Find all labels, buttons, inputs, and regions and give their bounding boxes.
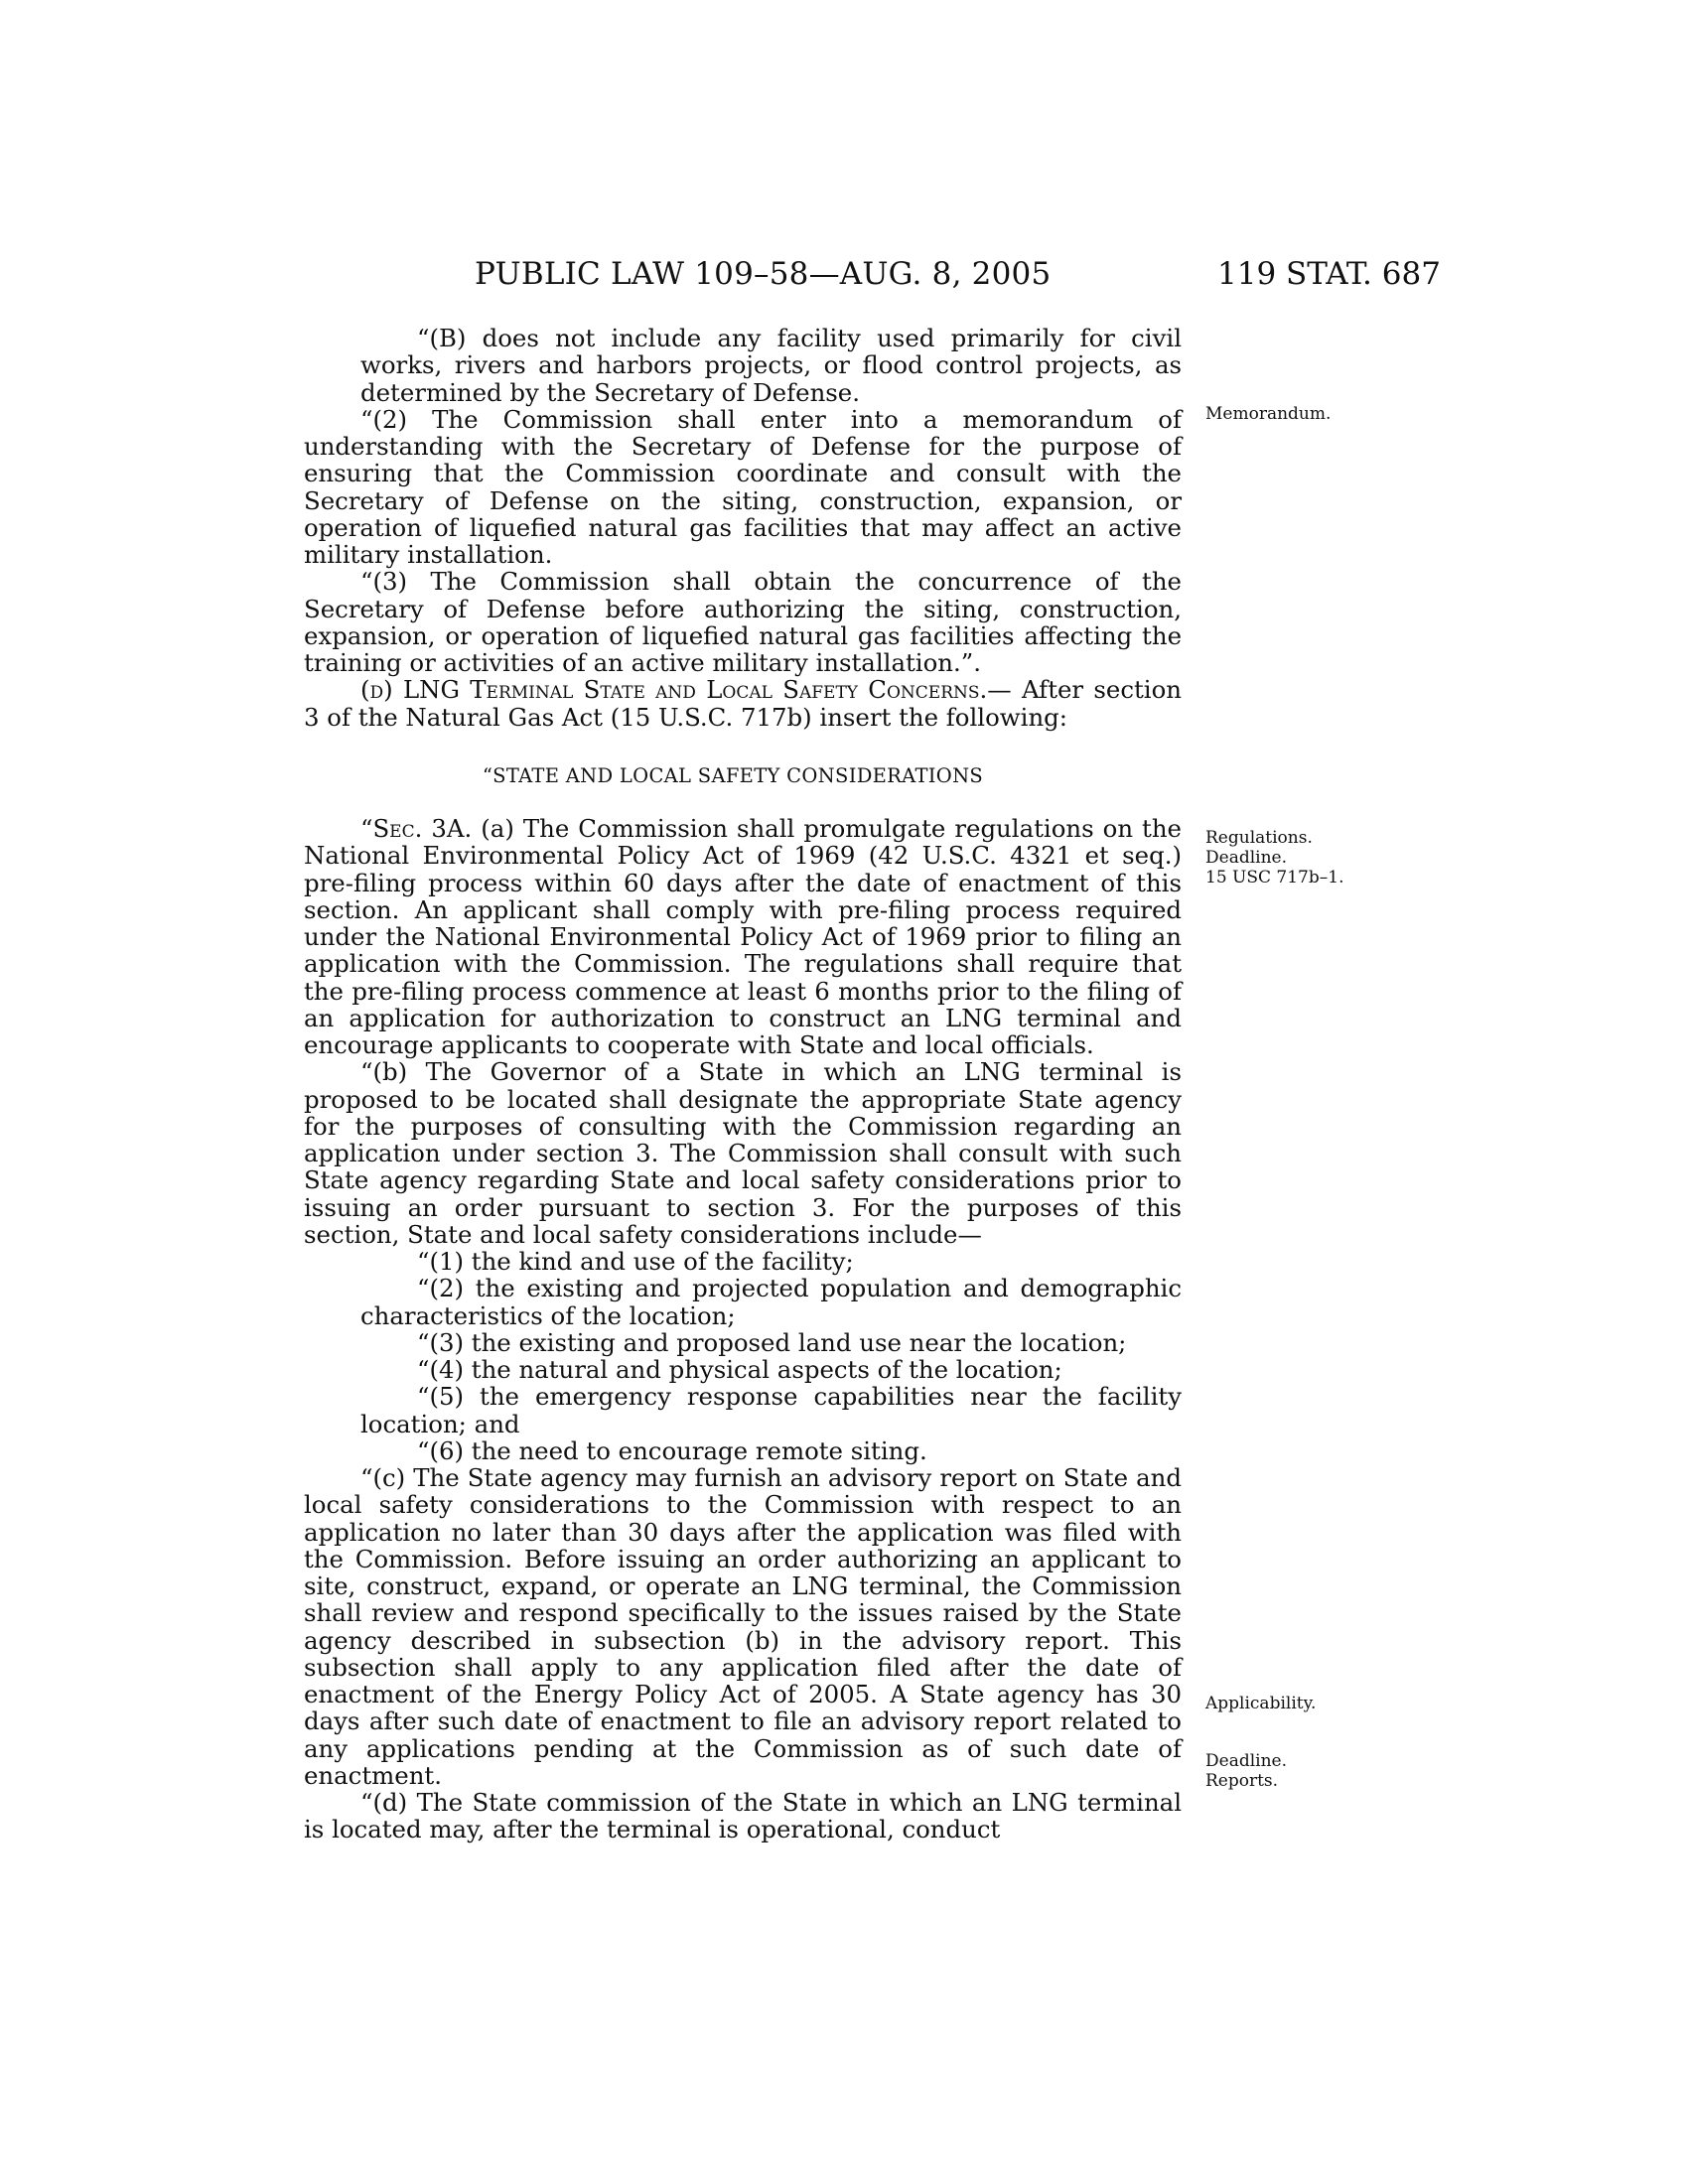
section-3a-b: “(b) The Governor of a State in which an LNG terminal is proposed to be located shall designate the appropriate State agency for the purposes of consulting with the Commission regarding an application under section 3. The Commission shall consult with such State agency regarding State and local safety considerations prior to issuing an order pursuant to section 3. For the purposes of this section, State and local safety considerations include— (304, 1057, 1182, 1249)
section-3a-a (304, 815, 1182, 1058)
margin-note-text: 15 USC 717b–1. (1205, 868, 1344, 887)
paragraph-3: “(3) The Commission shall obtain the concurrence of the Secretary of Defense before authorizing the siting, construction, expansion, or operation of liquefied natural gas facilities affecting the training or activities of an active military installation.”. (304, 567, 1182, 677)
margin-note-text: Deadline. (1205, 1751, 1287, 1771)
running-header: PUBLIC LAW 109–58—AUG. 8, 2005 (475, 256, 1052, 292)
section-3a-a-text: (a) The Commission shall promulgate regulations on the National Environmental Policy Act of 1969 (42 U.S.C. 4321 et seq.) pre-filing process within 60 days after the date of enactment of this section. An applicant shall comply with pre-filing process required under the National Environmental Policy Act of 1969 prior to filing an application with the Commission. The regulations shall require that the pre-filing process commence at least 6 months prior to the filing of an application for authorization to construct an LNG terminal and encourage applicants to cooperate with State and local officials. (304, 814, 1182, 1059)
margin-note-memorandum (1205, 404, 1404, 424)
paragraph-2: “(2) The Commission shall enter into a memorandum of understanding with the Secretary of Defense for the purpose of ensuring that the Commission coordinate and consult with the Secretary of Defense on the siting, construction, expansion, or operation of liquefied natural gas facilities that may affect an active military installation. (304, 404, 1182, 569)
margin-note-text: Applicability. (1205, 1694, 1317, 1713)
subsection-d-intro (304, 676, 1182, 731)
list-item: “(1) the kind and use of the facility; (417, 1247, 854, 1276)
margin-note-text: Reports. (1205, 1771, 1279, 1791)
margin-note-deadline-reports (1205, 1751, 1404, 1791)
list-item: “(5) the emergency response capabilities near the facility location; and (360, 1382, 1182, 1438)
subsection-d-heading: (d) LNG Terminal State and Local Safety Concerns.— (360, 675, 1012, 705)
subsection-d-text: After section 3 of the Natural Gas Act (15 U.S.C. 717b) insert the following: (304, 675, 1182, 732)
statute-text (304, 325, 1182, 1843)
list-item: “(4) the natural and physical aspects of the location; (417, 1355, 1062, 1384)
list-item: “(2) the existing and projected population and demographic characteristics of the location; (360, 1274, 1182, 1330)
paragraph-b: “(B) does not include any facility used primarily for civil works, rivers and harbors projects, or flood control projects, as determined by the Secretary of Defense. (360, 324, 1182, 407)
list-item: “(3) the existing and proposed land use near the location; (417, 1327, 1127, 1357)
margin-note-applicability (1205, 1694, 1404, 1713)
margin-note-text: Regulations. (1205, 828, 1313, 848)
section-heading: “STATE AND LOCAL SAFETY CONSIDERATIONS (482, 763, 984, 787)
margin-note-text: Deadline. (1205, 848, 1287, 868)
section-3a-c: “(c) The State agency may furnish an advisory report on State and local safety considerations to the Commission with respect to an application no later than 30 days after the application was filed with the Commission. Before issuing an order authorizing an applicant to site, construct, expand, or operate an LNG terminal, the Commission shall review and respond specifically to the issues raised by the State agency described in subsection (b) in the advisory report. This subsection shall apply to any application filed after the date of enactment of the Energy Policy Act of 2005. A State agency has 30 days after such date of enactment to file an advisory report related to any applications pending at the Commission as of such date of enactment. (304, 1463, 1182, 1790)
page-number: 119 STAT. 687 (1217, 256, 1441, 292)
margin-note-text: Memorandum. (1205, 404, 1332, 424)
list-item: “(6) the need to encourage remote siting. (417, 1435, 927, 1465)
section-3a-d: “(d) The State commission of the State in which an LNG terminal is located may, after the terminal is operational, conduct (304, 1788, 1182, 1844)
margin-note-regulations (1205, 828, 1404, 887)
section-label: “Sec. 3A. (360, 814, 473, 843)
